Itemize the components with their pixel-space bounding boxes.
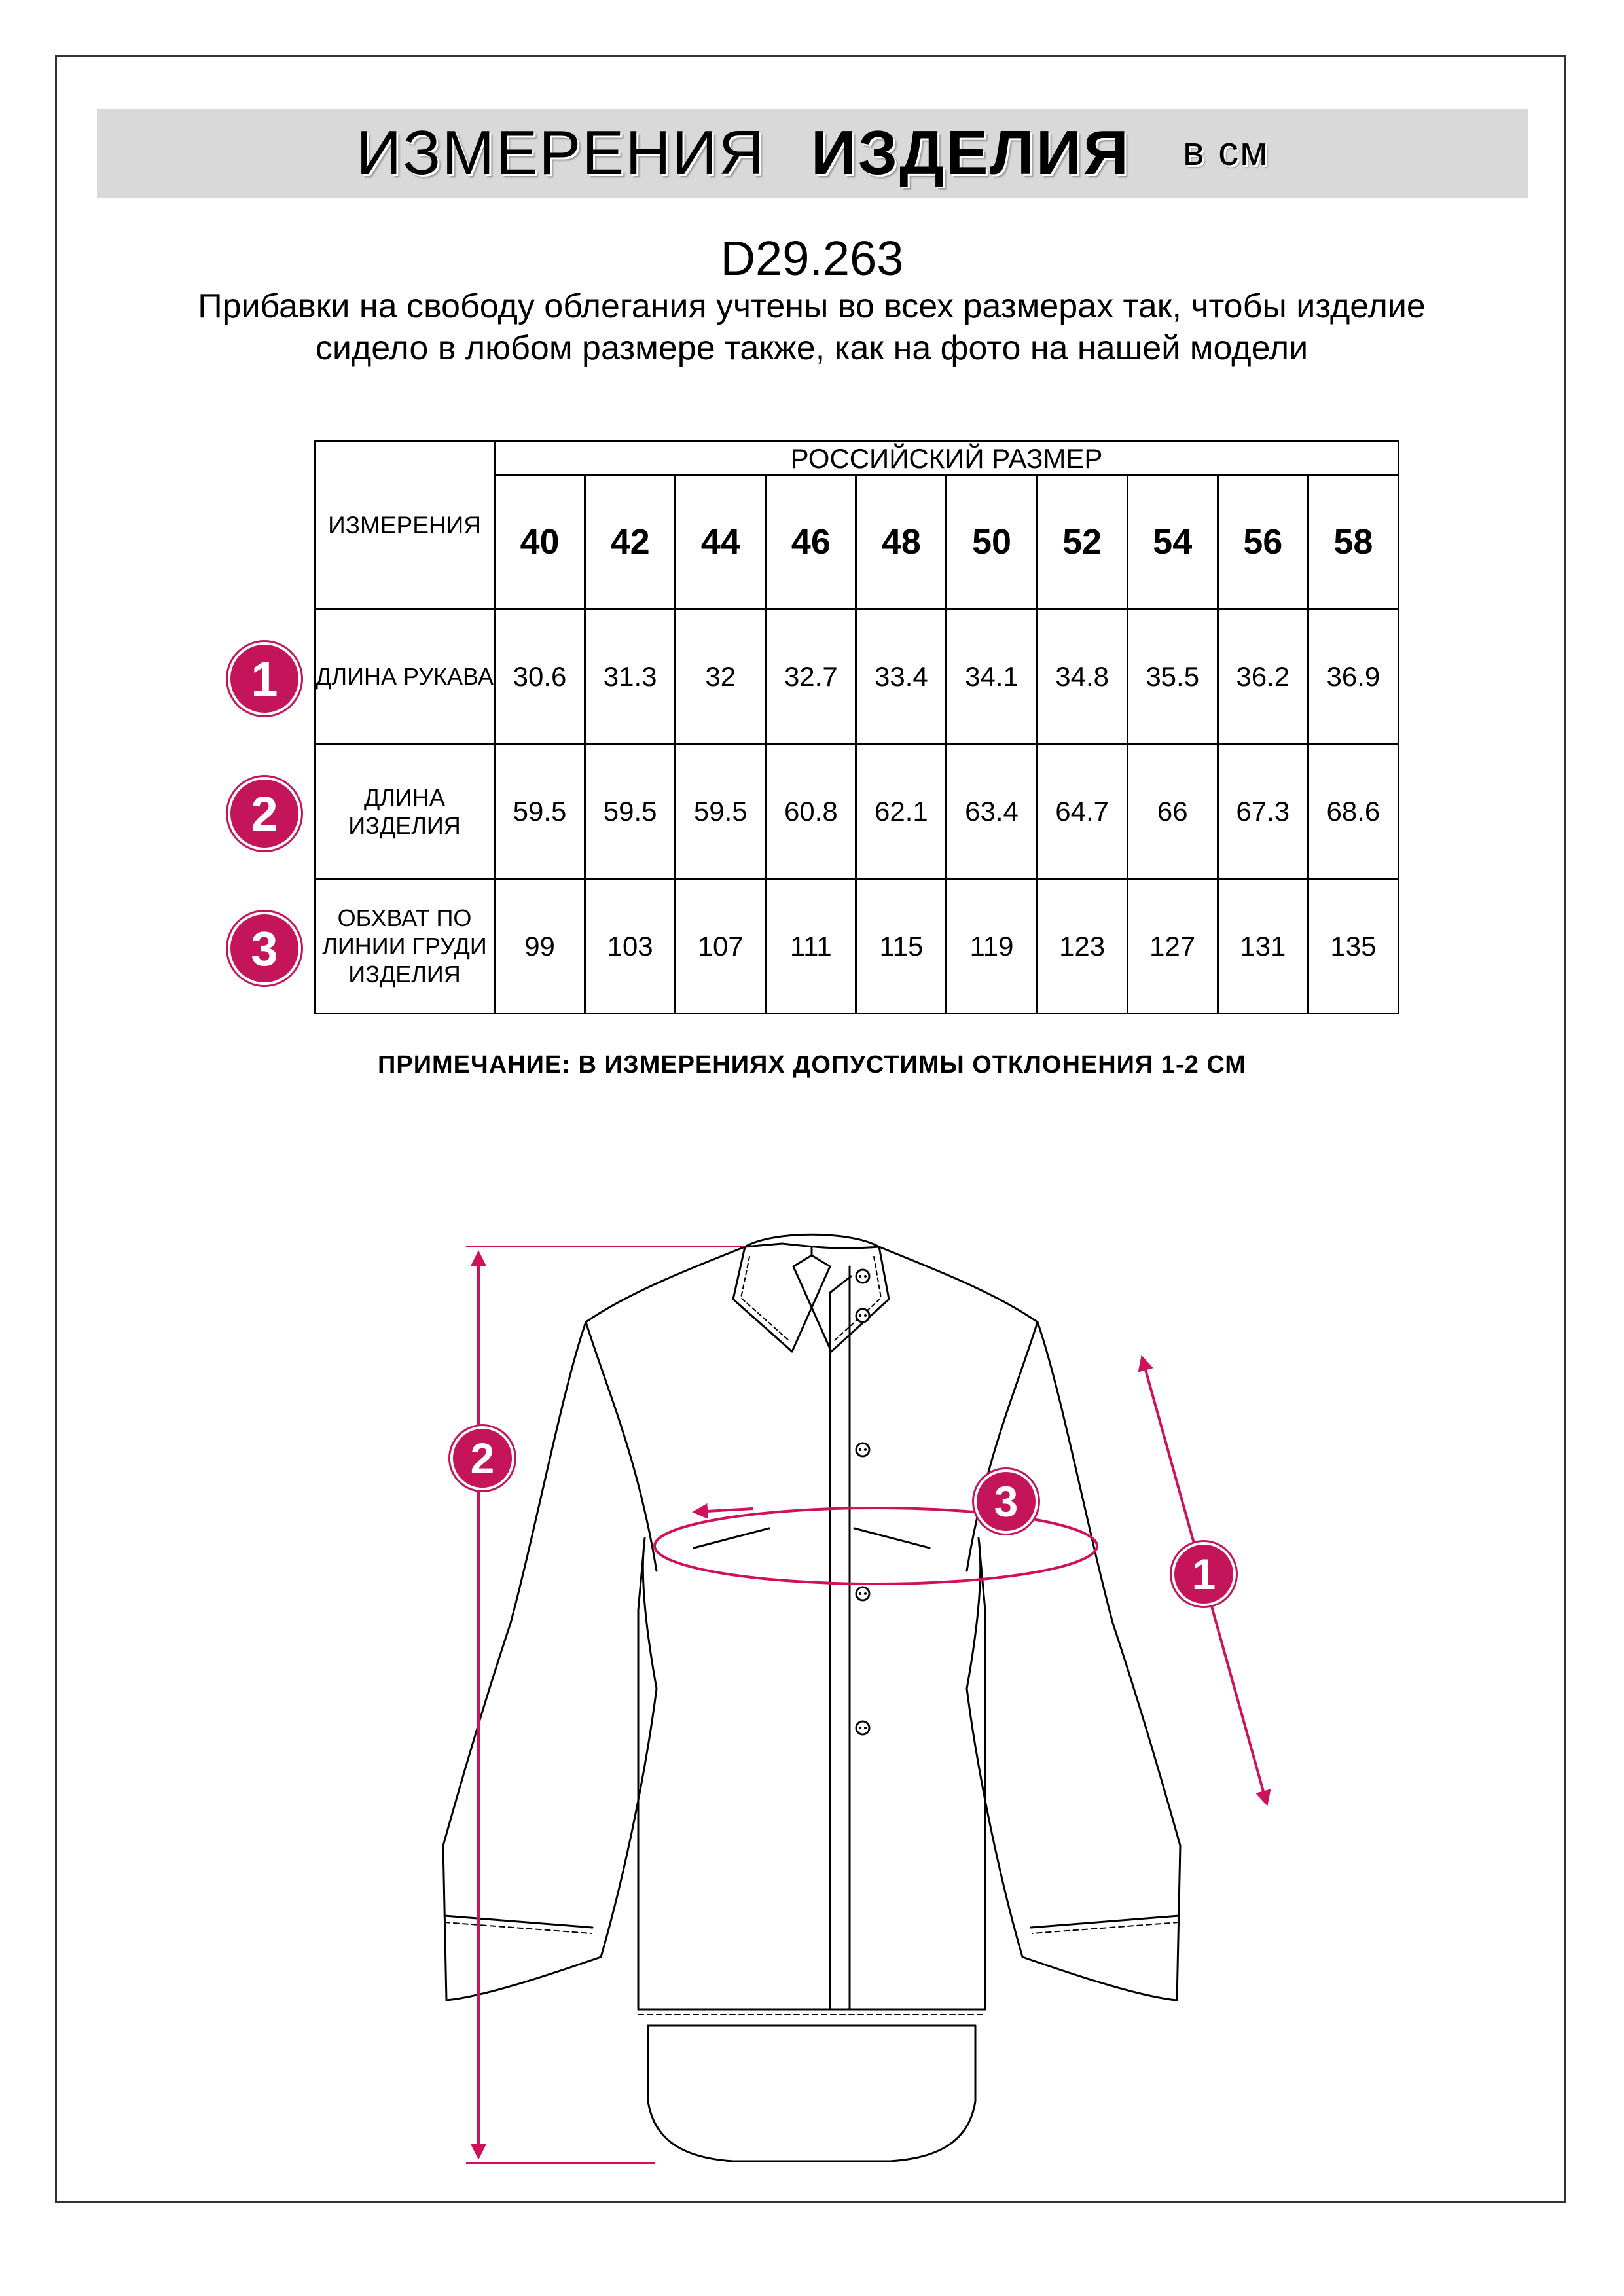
value-cell: 66: [1127, 744, 1218, 879]
diagram-marker-chest: 3: [974, 1469, 1038, 1534]
value-cell: 62.1: [856, 744, 947, 879]
value-cell: 31.3: [585, 609, 676, 744]
value-cell: 59.5: [495, 744, 585, 879]
measure-header: ИЗМЕРЕНИЯ: [315, 442, 495, 609]
value-cell: 33.4: [856, 609, 947, 744]
value-cell: 34.8: [1037, 609, 1127, 744]
value-cell: 103: [585, 879, 676, 1014]
value-cell: 32.7: [766, 609, 856, 744]
value-cell: 115: [856, 879, 947, 1014]
value-cell: 59.5: [676, 744, 766, 879]
size-cell: 50: [947, 475, 1037, 609]
diagram-marker-sleeve: 1: [1172, 1542, 1236, 1606]
title-part-2: ИЗДЕЛИЯ: [810, 118, 1130, 188]
value-cell: 36.9: [1308, 609, 1398, 744]
value-cell: 131: [1218, 879, 1308, 1014]
size-cell: 52: [1037, 475, 1127, 609]
intro-text: Прибавки на свободу облегания учтены во всех размерах так, чтобы изделие сидело в любом размере также, как на фото на нашей модели: [198, 287, 1426, 367]
value-cell: 36.2: [1218, 609, 1308, 744]
row-label-garment-length: ДЛИНА ИЗДЕЛИЯ: [315, 744, 495, 879]
value-cell: 68.6: [1308, 744, 1398, 879]
size-cell: 56: [1218, 475, 1308, 609]
row-marker-3: 3: [228, 912, 301, 985]
value-cell: 30.6: [495, 609, 585, 744]
article-code: D29.263: [720, 231, 904, 285]
value-cell: 135: [1308, 879, 1398, 1014]
value-cell: 67.3: [1218, 744, 1308, 879]
value-cell: 127: [1127, 879, 1218, 1014]
row-marker-2: 2: [228, 777, 301, 850]
size-cell: 42: [585, 475, 676, 609]
value-cell: 32: [676, 609, 766, 744]
size-header: РОССИЙСКИЙ РАЗМЕР: [495, 442, 1399, 475]
value-cell: 107: [676, 879, 766, 1014]
size-cell: 44: [676, 475, 766, 609]
value-cell: 64.7: [1037, 744, 1127, 879]
footnote: ПРИМЕЧАНИЕ: В ИЗМЕРЕНИЯХ ДОПУСТИМЫ ОТКЛОНЕНИЯ 1-2 СМ: [378, 1051, 1246, 1079]
value-cell: 63.4: [947, 744, 1037, 879]
row-marker-1: 1: [228, 642, 301, 715]
size-cell: 48: [856, 475, 947, 609]
value-cell: 111: [766, 879, 856, 1014]
value-cell: 123: [1037, 879, 1127, 1014]
row-label-chest-girth: ОБХВАТ ПО ЛИНИИ ГРУДИ ИЗДЕЛИЯ: [315, 879, 495, 1014]
value-cell: 59.5: [585, 744, 676, 879]
size-cell: 54: [1127, 475, 1218, 609]
diagram-marker-length: 2: [450, 1426, 514, 1490]
size-cell: 40: [495, 475, 585, 609]
row-label-sleeve-length: ДЛИНА РУКАВА: [315, 609, 495, 744]
title-part-1: ИЗМЕРЕНИЯ: [356, 118, 765, 188]
value-cell: 99: [495, 879, 585, 1014]
title-unit: в см: [1182, 128, 1269, 174]
size-cell: 58: [1308, 475, 1398, 609]
value-cell: 34.1: [947, 609, 1037, 744]
value-cell: 60.8: [766, 744, 856, 879]
value-cell: 119: [947, 879, 1037, 1014]
size-cell: 46: [766, 475, 856, 609]
value-cell: 35.5: [1127, 609, 1218, 744]
